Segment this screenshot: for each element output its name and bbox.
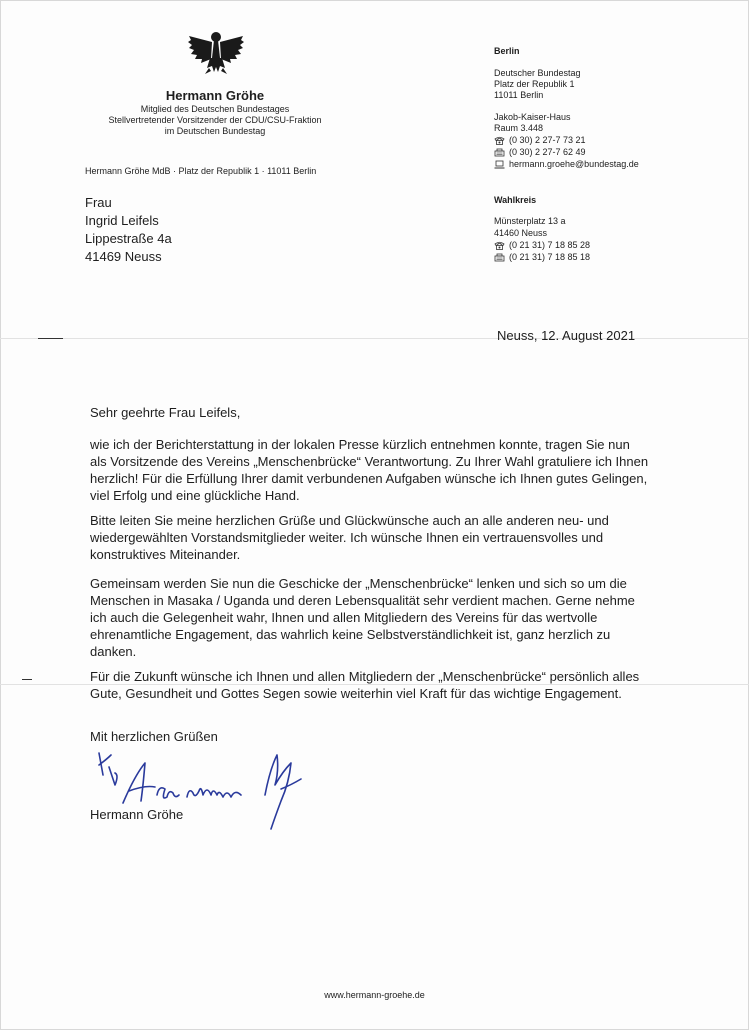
berlin-address-line: Platz der Republik 1 (494, 79, 575, 89)
berlin-phone (494, 135, 586, 146)
fold-line-upper (0, 338, 749, 339)
berlin-email-address[interactable]: hermann.groehe@bundestag.de (509, 159, 639, 169)
wahlkreis-heading: Wahlkreis (494, 195, 537, 205)
sender-title-line: Mitglied des Deutschen Bundestages (140, 104, 290, 114)
sender-title-line: Stellvertretender Vorsitzender der CDU/CSU-Fraktion (108, 115, 322, 125)
phone-icon (494, 136, 505, 145)
berlin-address-line: Deutscher Bundestag (494, 68, 581, 78)
recipient-line: 41469 Neuss (85, 249, 162, 264)
berlin-building-line: Jakob-Kaiser-Haus (494, 112, 571, 122)
computer-icon (494, 160, 505, 169)
berlin-heading: Berlin (494, 46, 520, 56)
fax-icon (494, 253, 505, 262)
signer-name: Hermann Gröhe (90, 807, 184, 822)
berlin-fax (494, 147, 586, 158)
fax-icon (494, 148, 505, 157)
letter-date: Neuss, 12. August 2021 (497, 328, 636, 343)
wahlkreis-fax-number: (0 21 31) 7 18 85 18 (509, 252, 591, 262)
wahlkreis-address-line: 41460 Neuss (494, 228, 548, 238)
phone-icon (494, 241, 505, 250)
federal-eagle-icon (187, 28, 245, 76)
recipient-line: Frau (85, 195, 112, 210)
berlin-phone-number: (0 30) 2 27-7 73 21 (509, 135, 586, 145)
wahlkreis-address-line: Münsterplatz 13 a (494, 216, 566, 226)
wahlkreis-phone (494, 240, 590, 251)
berlin-building-line: Raum 3.448 (494, 123, 544, 133)
closing: Mit herzlichen Grüßen (90, 729, 218, 744)
salutation: Sehr geehrte Frau Leifels, (90, 405, 241, 420)
body-paragraph: Für die Zukunft wünsche ich Ihnen und allen Mitgliedern der „Menschenbrücke“ persönlich alles Gute, Gesundheit und Gottes Segen sowie weiterhin viel Kraft für das wichtige Engagement. (90, 669, 640, 701)
body-paragraph: Gemeinsam werden Sie nun die Geschicke der „Menschenbrücke“ lenken und sich so um die Menschen in Masaka / Uganda und deren Lebensqualität sehr verdient machen. Gerne nehme ich auch die Gelegenheit wahr, Ihnen und allen Mitgliedern des Vereins für das wertvolle ehrenamtliche Engagement, das wahrlich keine Selbstverständlichkeit ist, ganz herzlich zu danken. (90, 576, 635, 659)
recipient-line: Ingrid Leifels (85, 213, 159, 228)
sender-title-line: im Deutschen Bundestag (164, 126, 266, 136)
recipient-line: Lippestraße 4a (85, 231, 172, 246)
berlin-fax-number: (0 30) 2 27-7 62 49 (509, 147, 586, 157)
berlin-email (494, 159, 639, 170)
body-paragraph: wie ich der Berichterstattung in der lokalen Presse kürzlich entnehmen konnte, tragen Sie nun als Vorsitzende des Vereins „Menschenbrücke“ Verantwortung. Zu Ihrer Wahl gratuliere ich Ihnen herzlich! Für die Erfüllung Ihrer damit verbundenen Aufgaben wünsche ich Ihnen gutes Gelingen, viel Erfolg und eine glückliche Hand. (90, 437, 649, 503)
wahlkreis-phone-number: (0 21 31) 7 18 85 28 (509, 240, 591, 250)
berlin-address-line: 11011 Berlin (494, 90, 544, 100)
footer-website[interactable]: www.hermann-groehe.de (324, 990, 425, 1000)
fold-mark-upper (38, 338, 63, 339)
fold-mark-lower (22, 679, 32, 680)
return-address: Hermann Gröhe MdB · Platz der Republik 1 · 11011 Berlin (85, 166, 317, 176)
sender-name: Hermann Gröhe (165, 88, 265, 103)
wahlkreis-fax (494, 252, 590, 263)
body-paragraph: Bitte leiten Sie meine herzlichen Grüße und Glückwünsche auch an alle anderen neu- und wiedergewählten Vorstandsmitglieder weiter. Ich wünsche Ihnen ein vertrauensvolles und konstruktives Miteinander. (90, 513, 609, 562)
